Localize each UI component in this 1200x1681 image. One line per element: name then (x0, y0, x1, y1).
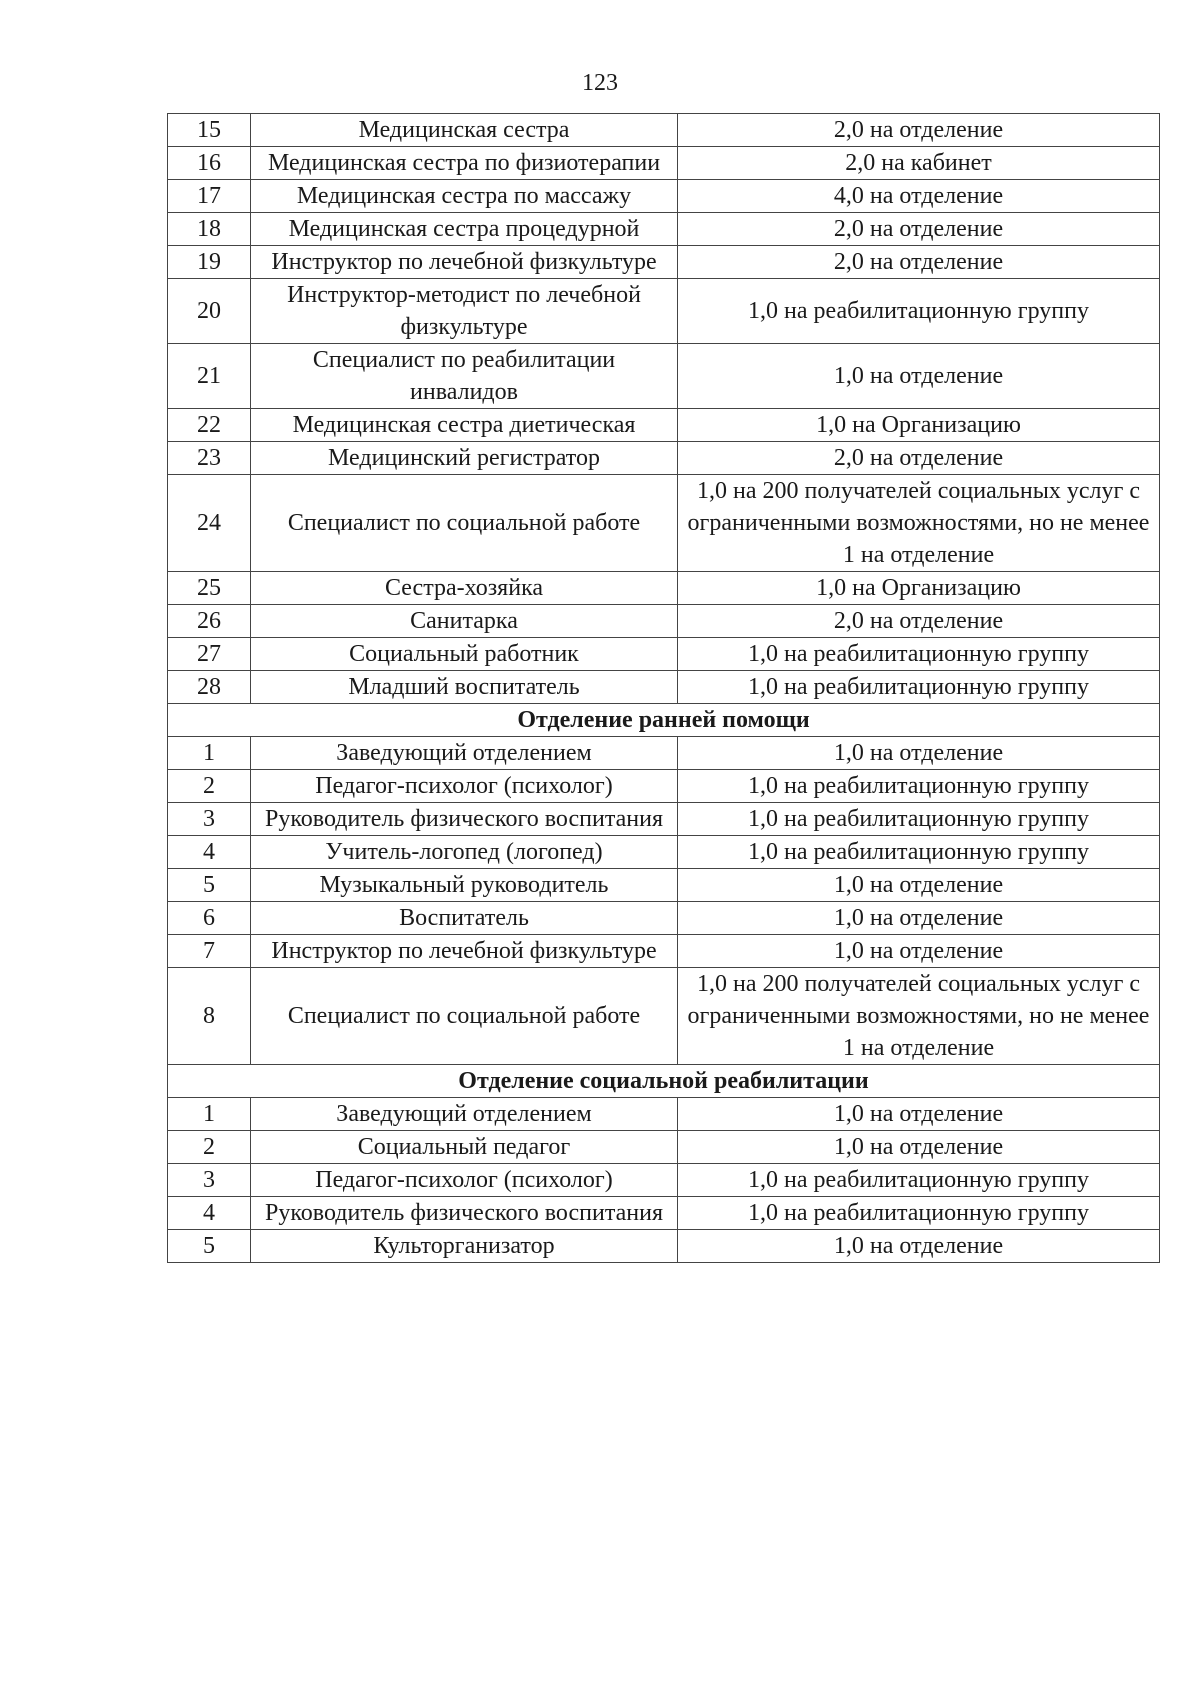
row-number: 3 (168, 1164, 251, 1197)
table-row (168, 803, 1160, 836)
page-number: 123 (582, 70, 618, 96)
row-number: 4 (168, 1197, 251, 1230)
staffing-norm: 1,0 на реабилитационную группу (678, 671, 1160, 704)
position-name: Культорганизатор (251, 1230, 678, 1263)
row-number: 7 (168, 935, 251, 968)
row-number: 26 (168, 605, 251, 638)
table-row (168, 968, 1160, 1065)
staffing-norm: 2,0 на отделение (678, 114, 1160, 147)
position-name: Медицинская сестра процедурной (251, 213, 678, 246)
position-name: Воспитатель (251, 902, 678, 935)
position-name: Медицинская сестра по физиотерапии (251, 147, 678, 180)
table-row (168, 409, 1160, 442)
position-name: Инструктор по лечебной физкультуре (251, 246, 678, 279)
table-row (168, 605, 1160, 638)
table-row (168, 1098, 1160, 1131)
section-heading: Отделение ранней помощи (168, 704, 1160, 737)
staffing-table (167, 113, 1160, 1263)
table-row (168, 1197, 1160, 1230)
row-number: 1 (168, 1098, 251, 1131)
position-name: Социальный педагог (251, 1131, 678, 1164)
position-name: Музыкальный руководитель (251, 869, 678, 902)
row-number: 3 (168, 803, 251, 836)
table-row (168, 572, 1160, 605)
position-name: Санитарка (251, 605, 678, 638)
table-row (168, 836, 1160, 869)
table-row (168, 180, 1160, 213)
staffing-norm: 1,0 на реабилитационную группу (678, 803, 1160, 836)
row-number: 5 (168, 1230, 251, 1263)
position-name: Педагог-психолог (психолог) (251, 770, 678, 803)
table-row (168, 442, 1160, 475)
staffing-norm: 1,0 на реабилитационную группу (678, 1164, 1160, 1197)
staffing-norm: 1,0 на Организацию (678, 572, 1160, 605)
staffing-norm: 1,0 на отделение (678, 869, 1160, 902)
position-name: Инструктор по лечебной физкультуре (251, 935, 678, 968)
staffing-norm: 1,0 на отделение (678, 344, 1160, 409)
row-number: 28 (168, 671, 251, 704)
position-name: Заведующий отделением (251, 737, 678, 770)
position-name: Руководитель физического воспитания (251, 1197, 678, 1230)
staffing-norm: 1,0 на 200 получателей социальных услуг с ограниченными возможностями, но не менее 1 на отделение (678, 475, 1160, 572)
staffing-norm: 2,0 на отделение (678, 442, 1160, 475)
row-number: 15 (168, 114, 251, 147)
staffing-table-body (168, 114, 1160, 1263)
position-name: Социальный работник (251, 638, 678, 671)
staffing-norm: 1,0 на отделение (678, 1098, 1160, 1131)
table-row (168, 1164, 1160, 1197)
position-name: Специалист по социальной работе (251, 968, 678, 1065)
table-row (168, 114, 1160, 147)
row-number: 20 (168, 279, 251, 344)
position-name: Медицинская сестра по массажу (251, 180, 678, 213)
staffing-norm: 1,0 на реабилитационную группу (678, 836, 1160, 869)
row-number: 25 (168, 572, 251, 605)
row-number: 4 (168, 836, 251, 869)
position-name: Учитель-логопед (логопед) (251, 836, 678, 869)
table-row (168, 869, 1160, 902)
staffing-norm: 1,0 на отделение (678, 935, 1160, 968)
staffing-norm: 1,0 на отделение (678, 1230, 1160, 1263)
table-row (168, 475, 1160, 572)
table-row (168, 344, 1160, 409)
row-number: 16 (168, 147, 251, 180)
position-name: Заведующий отделением (251, 1098, 678, 1131)
section-heading-row (168, 1065, 1160, 1098)
row-number: 8 (168, 968, 251, 1065)
staffing-norm: 1,0 на реабилитационную группу (678, 1197, 1160, 1230)
staffing-norm: 1,0 на реабилитационную группу (678, 770, 1160, 803)
table-row (168, 147, 1160, 180)
staffing-norm: 1,0 на отделение (678, 737, 1160, 770)
position-name: Младший воспитатель (251, 671, 678, 704)
row-number: 23 (168, 442, 251, 475)
table-row (168, 213, 1160, 246)
row-number: 19 (168, 246, 251, 279)
table-row (168, 737, 1160, 770)
staffing-norm: 4,0 на отделение (678, 180, 1160, 213)
staffing-norm: 1,0 на реабилитационную группу (678, 279, 1160, 344)
table-row (168, 770, 1160, 803)
position-name: Сестра-хозяйка (251, 572, 678, 605)
position-name: Медицинская сестра (251, 114, 678, 147)
table-row (168, 279, 1160, 344)
staffing-norm: 2,0 на отделение (678, 605, 1160, 638)
table-row (168, 246, 1160, 279)
row-number: 22 (168, 409, 251, 442)
table-row (168, 902, 1160, 935)
table-row (168, 1131, 1160, 1164)
staffing-norm: 1,0 на отделение (678, 1131, 1160, 1164)
section-heading: Отделение социальной реабилитации (168, 1065, 1160, 1098)
position-name: Медицинская сестра диетическая (251, 409, 678, 442)
table-row (168, 1230, 1160, 1263)
row-number: 17 (168, 180, 251, 213)
staffing-norm: 2,0 на кабинет (678, 147, 1160, 180)
row-number: 21 (168, 344, 251, 409)
staffing-norm: 2,0 на отделение (678, 246, 1160, 279)
staffing-norm: 1,0 на реабилитационную группу (678, 638, 1160, 671)
section-heading-row (168, 704, 1160, 737)
position-name: Специалист по социальной работе (251, 475, 678, 572)
row-number: 2 (168, 1131, 251, 1164)
position-name: Руководитель физического воспитания (251, 803, 678, 836)
table-row (168, 671, 1160, 704)
row-number: 5 (168, 869, 251, 902)
row-number: 2 (168, 770, 251, 803)
row-number: 1 (168, 737, 251, 770)
staffing-norm: 1,0 на 200 получателей социальных услуг с ограниченными возможностями, но не менее 1 на отделение (678, 968, 1160, 1065)
position-name: Специалист по реабилитации инвалидов (251, 344, 678, 409)
staffing-norm: 1,0 на Организацию (678, 409, 1160, 442)
table-row (168, 935, 1160, 968)
staffing-norm: 2,0 на отделение (678, 213, 1160, 246)
table-row (168, 638, 1160, 671)
position-name: Инструктор-методист по лечебной физкультуре (251, 279, 678, 344)
row-number: 18 (168, 213, 251, 246)
position-name: Медицинский регистратор (251, 442, 678, 475)
row-number: 24 (168, 475, 251, 572)
staffing-norm: 1,0 на отделение (678, 902, 1160, 935)
position-name: Педагог-психолог (психолог) (251, 1164, 678, 1197)
row-number: 6 (168, 902, 251, 935)
row-number: 27 (168, 638, 251, 671)
